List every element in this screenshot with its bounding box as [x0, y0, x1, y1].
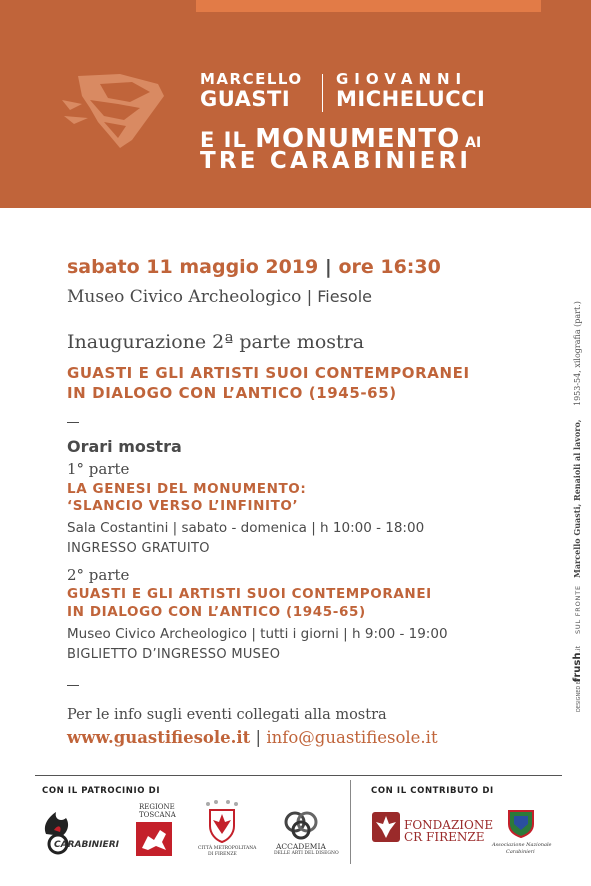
- part2-title-line1: GUASTI E GLI ARTISTI SUOI CONTEMPORANEI: [67, 586, 432, 602]
- fondazione-cr-logo: [372, 812, 494, 844]
- name-separator: [322, 74, 323, 112]
- website-link[interactable]: www.guastifiesole.it: [67, 728, 251, 747]
- part2-entry: BIGLIETTO D’INGRESSO MUSEO: [67, 647, 281, 662]
- name1-last: GUASTI: [200, 87, 291, 111]
- anc-logo: [492, 808, 552, 860]
- designed-by-label: DESIGNED BY: [576, 677, 582, 712]
- event-date-time: sabato 11 maggio 2019 | ore 16:30: [67, 256, 441, 278]
- regione-line1: REGIONE: [139, 803, 175, 811]
- accademia-line1: ACCADEMIA: [276, 842, 326, 851]
- fondazione-line2: CR FIRENZE: [404, 830, 485, 844]
- designer-suffix: .it: [575, 646, 582, 652]
- caption-bold: Marcello Guasti, Renaioli al lavoro,: [572, 419, 582, 578]
- contact-links: www.guastifiesole.it | info@guastifiesole.it: [67, 728, 438, 747]
- venue-name: Museo Civico Archeologico: [67, 287, 302, 307]
- footer-rule: [35, 775, 562, 776]
- part2-details: Museo Civico Archeologico | tutti i giorni | h 9:00 - 19:00: [67, 626, 448, 642]
- caption-rest: 1953-54, xilografia (part.): [573, 301, 582, 406]
- pegasus-icon: [136, 822, 172, 856]
- name2-last: MICHELUCCI: [336, 87, 486, 111]
- accademia-wreath-icon: [284, 810, 318, 840]
- regione-toscana-logo: [136, 803, 176, 855]
- schedule-heading: Orari mostra: [67, 437, 182, 456]
- side-credit: [566, 262, 588, 712]
- event-venue: Museo Civico Archeologico | Fiesole: [67, 287, 372, 307]
- anc-line2: Carabinieri: [506, 849, 535, 855]
- part1-label: 1° parte: [67, 460, 130, 478]
- citta-line2: DI FIRENZE: [208, 852, 237, 857]
- designer-name: frush: [572, 652, 583, 682]
- venue-city: Fiesole: [317, 287, 372, 306]
- anc-shield-icon: [506, 808, 536, 838]
- email-link[interactable]: info@guastifiesole.it: [266, 728, 438, 747]
- header-tab: [196, 0, 541, 12]
- citta-line1: CITTÀ METROPOLITANA: [198, 846, 257, 851]
- part1-entry: INGRESSO GRATUITO: [67, 541, 210, 556]
- header-title-line1: E IL MONUMENTO AI: [200, 124, 482, 154]
- anc-line1: Associazione Nazionale: [492, 842, 552, 848]
- patronage-label: CON IL PATROCINIO DI: [42, 786, 161, 796]
- carabinieri-logo: [40, 804, 119, 856]
- accademia-logo: [274, 810, 339, 860]
- inauguration-heading: Inaugurazione 2ª parte mostra: [67, 331, 365, 353]
- fondazione-lily-icon: [372, 812, 400, 842]
- header-banner: [0, 0, 591, 208]
- carabinieri-text: CARABINIERI: [54, 840, 119, 850]
- part2-label: 2° parte: [67, 566, 130, 584]
- exhibit-subtitle-line2: IN DIALOGO CON L’ANTICO (1945-65): [67, 384, 397, 402]
- contact-info-text: Per le info sugli eventi collegati alla mostra: [67, 707, 387, 723]
- divider-dash: [67, 422, 79, 423]
- caption-caps: SUL FRONTE: [574, 585, 582, 634]
- part1-details: Sala Costantini | sabato - domenica | h 10:00 - 18:00: [67, 520, 425, 536]
- name1-first: MARCELLO: [200, 70, 303, 88]
- citta-metropolitana-logo: [198, 800, 257, 858]
- event-time: ore 16:30: [338, 256, 441, 278]
- accademia-line2: DELLE ARTI DEL DISEGNO: [274, 851, 339, 856]
- regione-line2: TOSCANA: [139, 811, 176, 819]
- part2-title-line2: IN DIALOGO CON L’ANTICO (1945-65): [67, 604, 366, 620]
- part1-title-line2: ‘SLANCIO VERSO L’INFINITO’: [67, 498, 299, 514]
- exhibit-subtitle-line1: GUASTI E GLI ARTISTI SUOI CONTEMPORANEI: [67, 364, 470, 382]
- header-title-line2: TRE CARABINIERI: [200, 148, 472, 174]
- name2-first: GIOVANNI: [336, 70, 468, 88]
- fondazione-line1: FONDAZIONE: [404, 818, 494, 832]
- monument-logo-icon: [60, 70, 166, 150]
- event-date: sabato 11 maggio 2019: [67, 256, 319, 278]
- part1-title-line1: LA GENESI DEL MONUMENTO:: [67, 481, 307, 497]
- footer-divider: [350, 780, 351, 864]
- contribution-label: CON IL CONTRIBUTO DI: [371, 786, 494, 796]
- divider-dash: [67, 685, 79, 686]
- shield-lily-icon: [200, 800, 244, 844]
